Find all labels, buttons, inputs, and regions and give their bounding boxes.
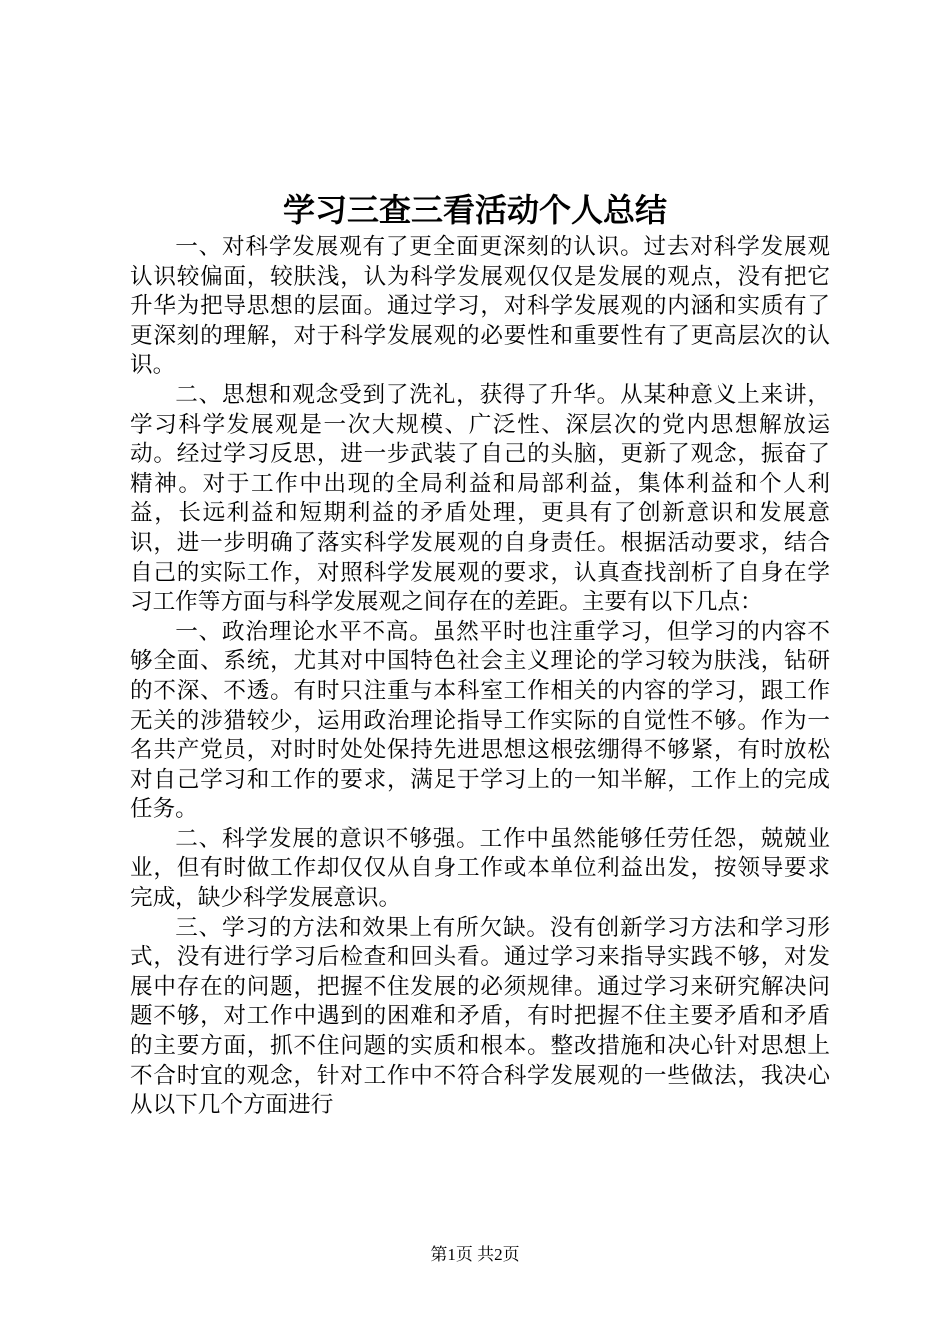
paragraph-5: 三、学习的方法和效果上有所欠缺。没有创新学习方法和学习形式，没有进行学习后检查和回头看。通过学习来指导实践不够，对发展中存在的问题，把握不住发展的必须规律。通过学习来研究解决问题不够，对工作中遇到的困难和矛盾，有时把握不住主要矛盾和矛盾的主要方面，抓不住问题的实质和根本。整改措施和决心针对思想上不合时宜的观念，针对工作中不符合科学发展观的一些做法，我决心从以下几个方面进行: [130, 914, 830, 1119]
paragraph-1: 一、对科学发展观有了更全面更深刻的认识。过去对科学发展观认识较偏面，较肤浅，认为科学发展观仅仅是发展的观点，没有把它升华为把导思想的层面。通过学习，对科学发展观的内涵和实质有了更深刻的理解，对于科学发展观的必要性和重要性有了更高层次的认识。: [130, 234, 830, 379]
paragraph-2: 二、思想和观念受到了洗礼，获得了升华。从某种意义上来讲，学习科学发展观是一次大规模、广泛性、深层次的党内思想解放运动。经过学习反思，进一步武装了自己的头脑，更新了观念，振奋了精神。对于工作中出现的全局利益和局部利益，集体利益和个人利益，长远利益和短期利益的矛盾处理，更具有了创新意识和发展意识，进一步明确了落实科学发展观的自身责任。根据活动要求，结合自己的实际工作，对照科学发展观的要求，认真查找剖析了自身在学习工作等方面与科学发展观之间存在的差距。主要有以下几点：: [130, 381, 830, 616]
document-title: 学习三查三看活动个人总结: [282, 191, 667, 229]
paragraph-4: 二、科学发展的意识不够强。工作中虽然能够任劳任怨，兢兢业业，但有时做工作却仅仅从自身工作或本单位利益出发，按领导要求完成，缺少科学发展意识。: [130, 825, 830, 912]
page-number-footer: 第1页 共2页: [430, 1245, 520, 1264]
paragraph-3: 一、政治理论水平不高。虽然平时也注重学习，但学习的内容不够全面、系统，尤其对中国特色社会主义理论的学习较为肤浅，钻研的不深、不透。有时只注重与本科室工作相关的内容的学习，跟工作无关的涉猎较少，运用政治理论指导工作实际的自觉性不够。作为一名共产党员，对时时处处保持先进思想这根弦绷得不够紧，有时放松对自己学习和工作的要求，满足于学习上的一知半解，工作上的完成任务。: [130, 618, 830, 823]
document-body: [130, 233, 830, 1121]
